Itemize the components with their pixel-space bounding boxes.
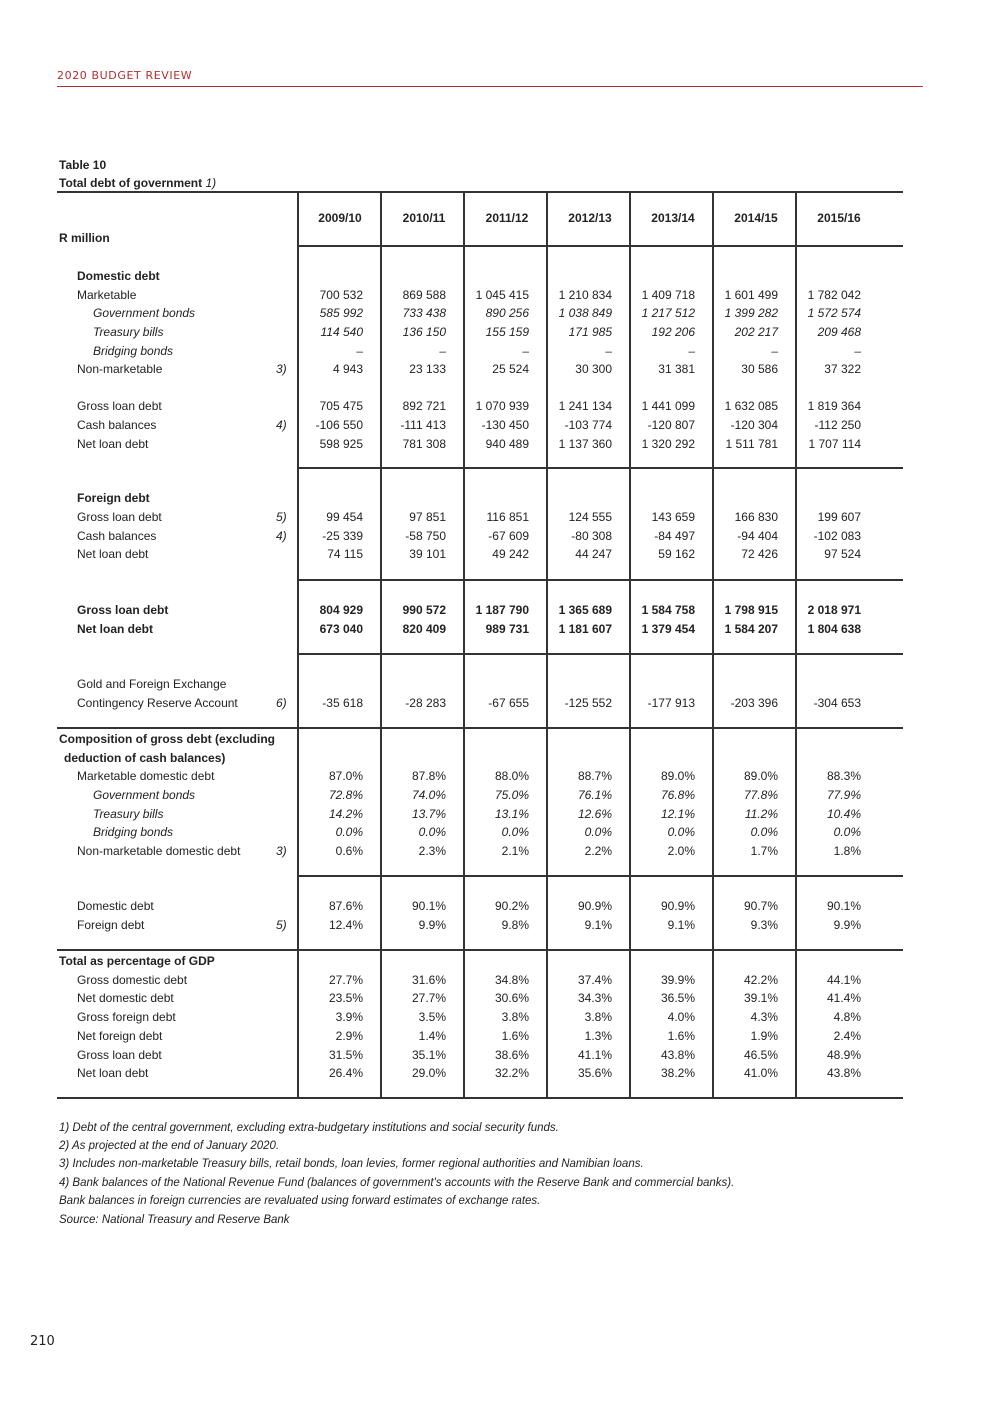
year-header: 2010/11 (402, 211, 446, 225)
table-cell: 3.8% (584, 1010, 612, 1024)
table-cell: -130 450 (481, 418, 529, 432)
table-cell: 1.8% (833, 844, 861, 858)
table-cell: 1 441 099 (641, 399, 695, 413)
table-cell: 1 038 849 (558, 306, 612, 320)
table-cell: 41.4% (826, 991, 861, 1005)
table-cell: 27.7% (328, 973, 363, 987)
year-header: 2014/15 (734, 211, 778, 225)
table-cell: – (854, 344, 861, 358)
row-note: 4) (276, 529, 287, 543)
table-cell: 39.9% (660, 973, 695, 987)
table-title-note: 1) (205, 176, 217, 190)
row-label: Treasury bills (93, 807, 164, 821)
table-cell: 869 588 (402, 288, 446, 302)
table-cell: 9.1% (584, 918, 612, 932)
table-cell: 1 804 638 (807, 622, 861, 636)
table-cell: 0.0% (418, 825, 446, 839)
table-cell: -35 618 (322, 696, 363, 710)
table-top-rule (57, 191, 903, 193)
table-cell: -125 552 (564, 696, 612, 710)
table-cell: 39.1% (743, 991, 778, 1005)
table-cell: 31.5% (328, 1048, 363, 1062)
table-cell: 1.7% (750, 844, 778, 858)
row-label: Marketable (77, 288, 137, 302)
table-cell: 2.2% (584, 844, 612, 858)
table-cell: 30 300 (575, 362, 612, 376)
row-label: Bridging bonds (93, 825, 174, 839)
table-cell: 124 555 (568, 510, 612, 524)
section-rule (297, 467, 903, 469)
table-cell: – (605, 344, 612, 358)
table-cell: 1 798 915 (724, 603, 778, 617)
table-cell: -106 550 (315, 418, 363, 432)
table-cell: 31 381 (658, 362, 695, 376)
table-cell: 97 524 (824, 547, 861, 561)
year-header: 2012/13 (568, 211, 612, 225)
table-cell: 820 409 (402, 622, 446, 636)
table-cell: 89.0% (743, 769, 778, 783)
table-cell: 9.9% (418, 918, 446, 932)
table-cell: 49 242 (492, 547, 529, 561)
table-cell: 34.8% (494, 973, 529, 987)
table-cell: – (439, 344, 446, 358)
table-cell: 1 379 454 (641, 622, 695, 636)
table-cell: 0.0% (584, 825, 612, 839)
table-cell: 9.9% (833, 918, 861, 932)
table-cell: 77.9% (826, 788, 861, 802)
table-cell: 4.0% (667, 1010, 695, 1024)
table-bottom-rule (57, 1097, 903, 1099)
table-cell: 171 985 (568, 325, 612, 339)
table-cell: 34.3% (577, 991, 612, 1005)
table-cell: 89.0% (660, 769, 695, 783)
section-rule (57, 949, 903, 951)
table-cell: 29.0% (411, 1066, 446, 1080)
table-cell: 37.4% (577, 973, 612, 987)
table-cell: 39 101 (409, 547, 446, 561)
table-cell: 90.9% (577, 899, 612, 913)
table-cell: 192 206 (651, 325, 695, 339)
table-cell: 199 607 (817, 510, 861, 524)
row-label: Gross foreign debt (77, 1010, 176, 1024)
row-label: Net loan debt (77, 437, 149, 451)
row-label: Gross loan debt (77, 510, 162, 524)
table-cell: -84 497 (654, 529, 695, 543)
row-label: Cash balances (77, 418, 157, 432)
table-cell: 30 586 (741, 362, 778, 376)
table-cell: -94 404 (737, 529, 778, 543)
table-cell: 2.3% (418, 844, 446, 858)
table-cell: 598 925 (319, 437, 363, 451)
table-cell: 1 584 758 (641, 603, 695, 617)
row-label: Net domestic debt (77, 991, 174, 1005)
row-label: Foreign debt (77, 491, 150, 505)
table-cell: 36.5% (660, 991, 695, 1005)
footnote: 1) Debt of the central government, excluding extra-budgetary institutions and social security funds. (59, 1122, 559, 1134)
row-label: Contingency Reserve Account (77, 696, 238, 710)
row-label: Domestic debt (77, 899, 154, 913)
table-cell: 72 426 (741, 547, 778, 561)
table-cell: – (356, 344, 363, 358)
year-header: 2015/16 (817, 211, 861, 225)
table-cell: -102 083 (813, 529, 861, 543)
table-cell: 1 707 114 (808, 437, 861, 451)
row-label: Gross domestic debt (77, 973, 188, 987)
row-label: Net loan debt (77, 1066, 149, 1080)
table-cell: 97 851 (409, 510, 446, 524)
table-cell: 143 659 (651, 510, 695, 524)
table-cell: -111 413 (400, 418, 446, 432)
table-cell: 12.6% (577, 807, 612, 821)
table-cell: 1 045 415 (475, 288, 529, 302)
table-cell: 2.4% (833, 1029, 861, 1043)
table-cell: 38.2% (660, 1066, 695, 1080)
table-cell: 209 468 (817, 325, 861, 339)
table-cell: 1.3% (584, 1029, 612, 1043)
row-label: Total as percentage of GDP (59, 954, 215, 968)
footnote: 4) Bank balances of the National Revenue Fund (balances of government's accounts with the Reserve Bank and commercial banks). (59, 1177, 735, 1189)
table-cell: 1 601 499 (724, 288, 778, 302)
table-cell: 41.1% (577, 1048, 612, 1062)
table-cell: 990 572 (402, 603, 446, 617)
table-cell: 75.0% (494, 788, 529, 802)
row-label: Government bonds (93, 306, 196, 320)
table-cell: 2.0% (667, 844, 695, 858)
table-cell: 37 322 (824, 362, 861, 376)
table-cell: 1 572 574 (807, 306, 861, 320)
table-cell: 2.1% (501, 844, 529, 858)
table-cell: 940 489 (485, 437, 529, 451)
table-cell: 3.9% (335, 1010, 363, 1024)
table-cell: 0.0% (750, 825, 778, 839)
row-label: Gross loan debt (77, 603, 169, 617)
row-label: Net loan debt (77, 622, 154, 636)
table-cell: 890 256 (485, 306, 529, 320)
row-label: Gold and Foreign Exchange (77, 677, 227, 691)
table-cell: 1 409 718 (641, 288, 695, 302)
row-note: 5) (276, 918, 287, 932)
section-rule (297, 579, 903, 581)
table-cell: 42.2% (743, 973, 778, 987)
table-cell: -28 283 (405, 696, 446, 710)
table-cell: 1 181 607 (558, 622, 612, 636)
table-cell: -203 396 (730, 696, 778, 710)
table-cell: 76.1% (577, 788, 612, 802)
table-cell: 9.8% (501, 918, 529, 932)
table-cell: 3.5% (418, 1010, 446, 1024)
row-note: 3) (276, 844, 287, 858)
table-cell: 0.0% (335, 825, 363, 839)
table-cell: -25 339 (322, 529, 363, 543)
table-cell: 114 540 (320, 325, 363, 339)
year-header: 2009/10 (318, 211, 362, 225)
table-cell: 1.6% (501, 1029, 529, 1043)
table-cell: 2 018 971 (807, 603, 861, 617)
table-cell: 26.4% (328, 1066, 363, 1080)
year-header: 2011/12 (485, 211, 529, 225)
table-cell: 1.6% (667, 1029, 695, 1043)
table-cell: -58 750 (405, 529, 446, 543)
table-cell: 32.2% (494, 1066, 529, 1080)
table-cell: 30.6% (494, 991, 529, 1005)
row-note: 6) (276, 696, 287, 710)
unit-label: R million (59, 231, 110, 245)
row-label: Cash balances (77, 529, 157, 543)
table-cell: 166 830 (734, 510, 778, 524)
table-cell: 1 511 781 (725, 437, 778, 451)
table-cell: 202 217 (734, 325, 778, 339)
table-cell: -177 913 (647, 696, 695, 710)
row-label: Foreign debt (77, 918, 145, 932)
table-cell: 1 210 834 (558, 288, 612, 302)
running-head-rule (57, 86, 923, 87)
table-cell: 1 632 085 (724, 399, 778, 413)
table-cell: 4.8% (833, 1010, 861, 1024)
running-head: 2020 BUDGET REVIEW (57, 69, 193, 82)
footnote: Source: National Treasury and Reserve Bank (59, 1214, 290, 1226)
page-number: 210 (30, 1334, 55, 1349)
table-cell: 90.9% (660, 899, 695, 913)
table-cell: 35.1% (411, 1048, 446, 1062)
table-cell: – (771, 344, 778, 358)
table-cell: 136 150 (402, 325, 446, 339)
table-cell: 25 524 (492, 362, 529, 376)
table-cell: -120 807 (647, 418, 695, 432)
table-cell: 77.8% (743, 788, 778, 802)
row-label: Treasury bills (93, 325, 164, 339)
table-cell: 90.2% (494, 899, 529, 913)
table-cell: 673 040 (319, 622, 363, 636)
table-cell: 1 365 689 (558, 603, 612, 617)
table-cell: 35.6% (577, 1066, 612, 1080)
table-cell: 0.6% (335, 844, 363, 858)
row-label: Net loan debt (77, 547, 149, 561)
table-cell: 90.7% (743, 899, 778, 913)
row-note: 4) (276, 418, 287, 432)
section-rule (297, 653, 903, 655)
table-cell: 1 320 292 (641, 437, 695, 451)
table-cell: 733 438 (402, 306, 446, 320)
table-cell: 46.5% (743, 1048, 778, 1062)
table-cell: 88.3% (826, 769, 861, 783)
table-cell: 72.8% (328, 788, 363, 802)
footnote: 3) Includes non-marketable Treasury bills, retail bonds, loan levies, former regional authorities and Namibian loans. (59, 1158, 644, 1170)
table-cell: 1 217 512 (641, 306, 695, 320)
table-cell: 44 247 (575, 547, 612, 561)
table-cell: 781 308 (402, 437, 446, 451)
table-title: Total debt of government 1) (59, 176, 217, 190)
table-cell: -120 304 (730, 418, 778, 432)
table-caption (59, 156, 216, 192)
section-rule (297, 875, 903, 877)
table-cell: – (688, 344, 695, 358)
year-header: 2013/14 (651, 211, 695, 225)
table-cell: 38.6% (494, 1048, 529, 1062)
table-cell: 90.1% (411, 899, 446, 913)
table-cell: 892 721 (402, 399, 446, 413)
table-cell: -80 308 (571, 529, 612, 543)
table-cell: 1.4% (418, 1029, 446, 1043)
row-label: Non-marketable domestic debt (77, 844, 241, 858)
row-label: Domestic debt (77, 269, 160, 283)
table-number: Table 10 (59, 158, 107, 172)
table-cell: 12.4% (328, 918, 363, 932)
table-cell: -304 653 (813, 696, 861, 710)
table-cell: 14.2% (328, 807, 363, 821)
table-cell: 13.1% (494, 807, 529, 821)
table-cell: 585 992 (319, 306, 363, 320)
table-cell: 700 532 (319, 288, 363, 302)
footnote: 2) As projected at the end of January 2020. (59, 1140, 280, 1152)
table-cell: 59 162 (658, 547, 695, 561)
table-cell: 1 187 790 (475, 603, 529, 617)
table-cell: 43.8% (826, 1066, 861, 1080)
table-cell: 74.0% (411, 788, 446, 802)
table-cell: -67 609 (488, 529, 529, 543)
table-cell: 3.8% (501, 1010, 529, 1024)
table-cell: 31.6% (411, 973, 446, 987)
table-cell: 9.1% (667, 918, 695, 932)
table-cell: 116 851 (486, 510, 529, 524)
table-cell: 44.1% (826, 973, 861, 987)
table-cell: 43.8% (660, 1048, 695, 1062)
table-cell: 0.0% (667, 825, 695, 839)
row-label: Marketable domestic debt (77, 769, 215, 783)
row-label: Bridging bonds (93, 344, 174, 358)
table-cell: 27.7% (411, 991, 446, 1005)
table-cell: 2.9% (335, 1029, 363, 1043)
table-cell: 11.2% (744, 807, 778, 821)
table-cell: -67 655 (488, 696, 529, 710)
row-note: 5) (276, 510, 287, 524)
table-cell: – (522, 344, 529, 358)
table-cell: 1 070 939 (475, 399, 529, 413)
table-cell: 90.1% (826, 899, 861, 913)
table-cell: 155 159 (485, 325, 529, 339)
table-cell: 10.4% (826, 807, 861, 821)
table-cell: 0.0% (501, 825, 529, 839)
table-cell: 48.9% (826, 1048, 861, 1062)
table-cell: 4.3% (750, 1010, 778, 1024)
table-cell: 23 133 (409, 362, 446, 376)
table-cell: 87.0% (328, 769, 363, 783)
table-cell: 1 137 360 (558, 437, 612, 451)
table-cell: -103 774 (564, 418, 612, 432)
table-cell: 99 454 (326, 510, 363, 524)
table-cell: 74 115 (327, 547, 363, 561)
table-cell: 4 943 (332, 362, 363, 376)
table-cell: 9.3% (750, 918, 778, 932)
row-label: Non-marketable (77, 362, 163, 376)
row-label: Government bonds (93, 788, 196, 802)
table-cell: 12.1% (660, 807, 695, 821)
table-cell: 13.7% (411, 807, 446, 821)
table-cell: 0.0% (833, 825, 861, 839)
row-label: Gross loan debt (77, 1048, 162, 1062)
table-cell: 87.6% (328, 899, 363, 913)
row-label: Net foreign debt (77, 1029, 163, 1043)
row-label: deduction of cash balances) (64, 751, 226, 765)
table-cell: 1 399 282 (724, 306, 778, 320)
row-label: Gross loan debt (77, 399, 162, 413)
section-rule (57, 727, 903, 729)
row-note: 3) (276, 362, 287, 376)
table-cell: 88.0% (494, 769, 529, 783)
row-label: Composition of gross debt (excluding (59, 732, 275, 746)
table-cell: 23.5% (328, 991, 363, 1005)
table-cell: 87.8% (411, 769, 446, 783)
table-cell: 1 782 042 (807, 288, 861, 302)
table-cell: 88.7% (577, 769, 612, 783)
table-cell: 989 731 (485, 622, 529, 636)
table-cell: 705 475 (319, 399, 363, 413)
table-cell: 41.0% (743, 1066, 778, 1080)
footnote: Bank balances in foreign currencies are revaluated using forward estimates of exchange rates. (59, 1195, 541, 1207)
table-cell: 1 584 207 (724, 622, 778, 636)
table-cell: 1 819 364 (807, 399, 861, 413)
table-cell: -112 250 (814, 418, 861, 432)
table-cell: 1.9% (750, 1029, 778, 1043)
header-bottom-rule (297, 245, 903, 247)
table-cell: 76.8% (660, 788, 695, 802)
table-cell: 1 241 134 (558, 399, 612, 413)
table-cell: 804 929 (319, 603, 363, 617)
